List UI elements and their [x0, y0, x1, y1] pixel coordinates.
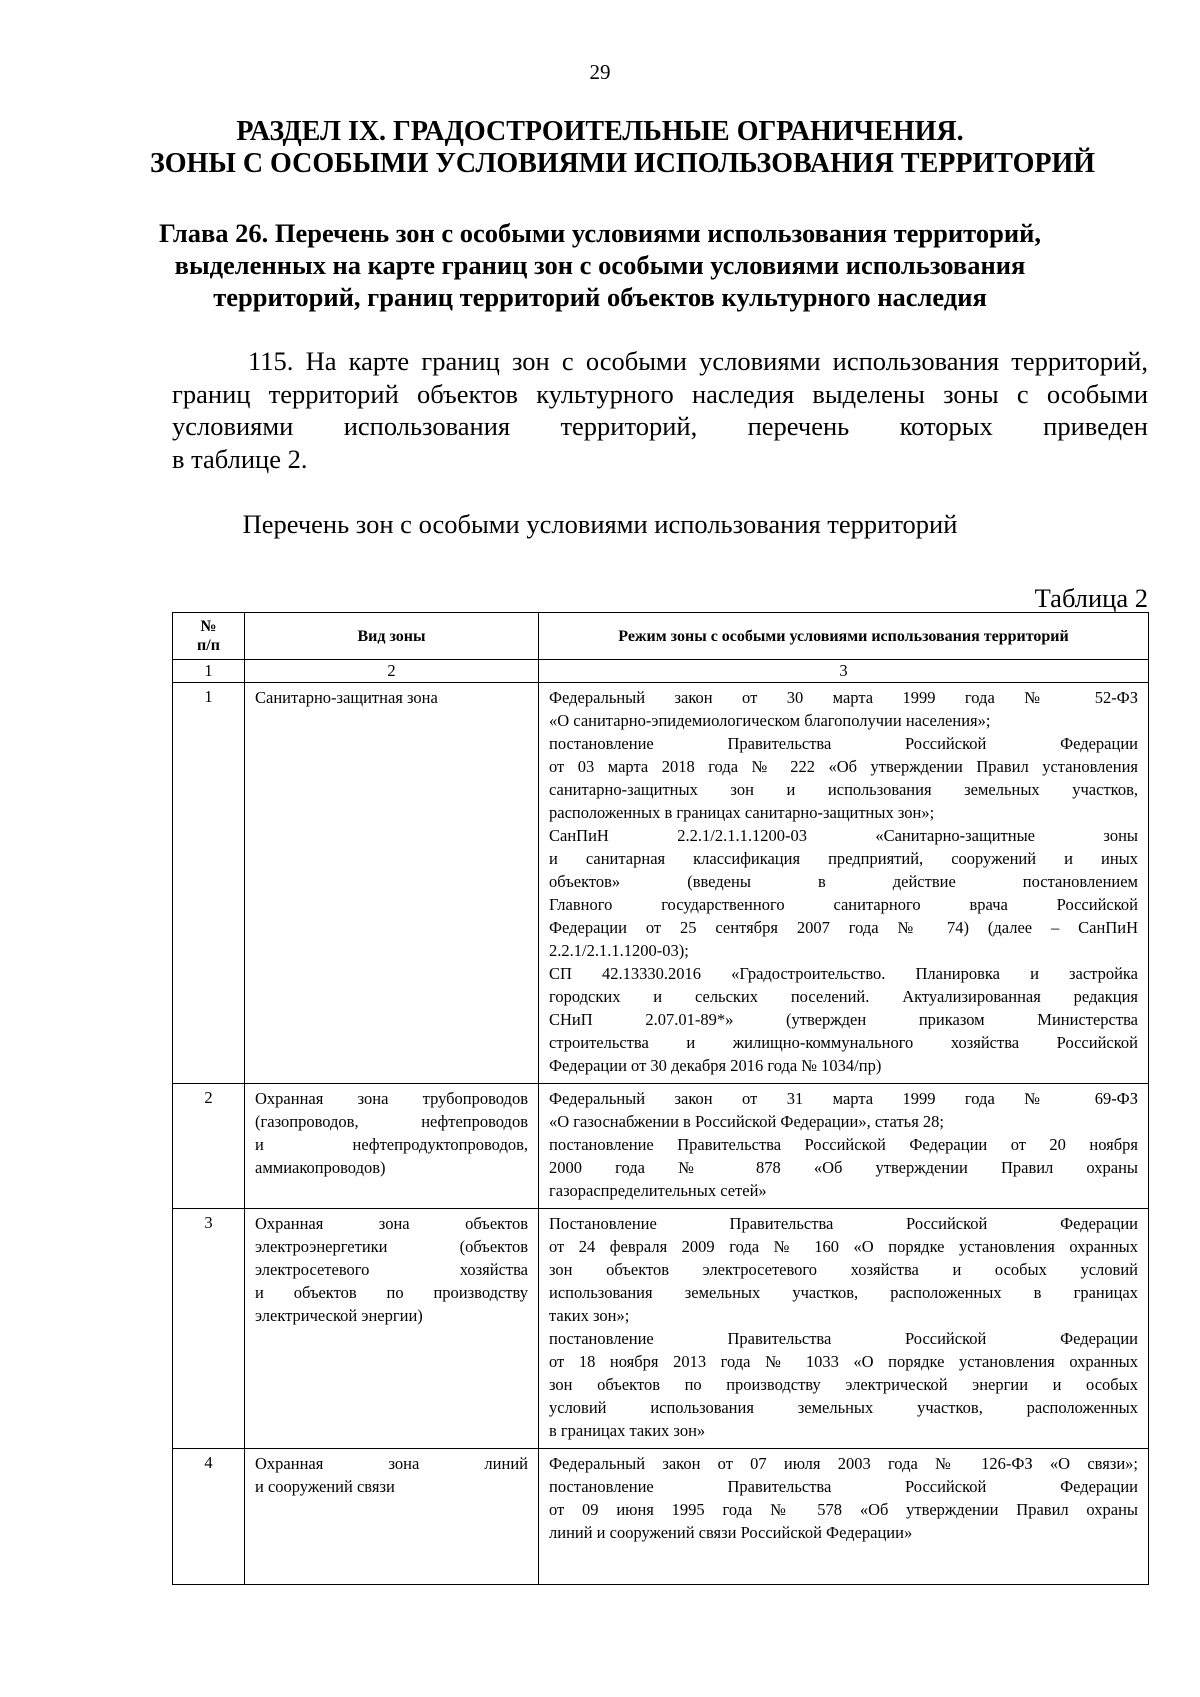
section-title-line: РАЗДЕЛ IX. ГРАДОСТРОИТЕЛЬНЫЕ ОГРАНИЧЕНИЯ.	[236, 116, 964, 147]
zone-regime-cell	[539, 1209, 1149, 1449]
paragraph-line: 115. На карте границ зон с особыми условиями использования территорий,	[248, 346, 1148, 376]
zone-regime-line: от 24 февраля 2009 года № 160 «О порядке установления охранных	[549, 1237, 1138, 1256]
zone-regime-line: постановление Правительства Российской Федерации от 20 ноября	[549, 1135, 1138, 1154]
section-title-line: ЗОНЫ С ОСОБЫМИ УСЛОВИЯМИ ИСПОЛЬЗОВАНИЯ ТЕРРИТОРИЙ	[150, 148, 1096, 179]
zone-regime-line: санитарно-защитных зон и использования земельных участков,	[549, 780, 1138, 799]
table-row	[173, 1084, 1149, 1209]
zone-kind-line: аммиакопроводов)	[255, 1158, 386, 1177]
table-row	[173, 1209, 1149, 1449]
zones-table	[172, 612, 1149, 1585]
paragraph-line: условиями использования территорий, перечень которых приведен	[172, 411, 1148, 441]
zone-regime-line: газораспределительных сетей»	[549, 1181, 767, 1200]
header-zone-kind: Вид зоны	[245, 613, 539, 660]
body-paragraph	[172, 345, 1148, 475]
zone-regime-line: Главного государственного санитарного врача Российской	[549, 895, 1138, 914]
zone-regime-line: объектов» (введены в действие постановлением	[549, 872, 1138, 891]
column-number: 2	[245, 660, 539, 683]
header-number-line: п/п	[197, 637, 220, 654]
zone-regime-line: 2.2.1/2.1.1.1200-03);	[549, 941, 689, 960]
zone-kind-line: и нефтепродуктопроводов,	[255, 1135, 528, 1154]
zone-regime-line: от 18 ноября 2013 года № 1033 «О порядке установления охранных	[549, 1352, 1138, 1371]
row-number: 1	[173, 683, 245, 1084]
zone-kind-cell	[245, 1084, 539, 1209]
zone-regime-line: линий и сооружений связи Российской Федерации»	[549, 1523, 913, 1542]
zone-regime-line: Федерации от 25 сентября 2007 года № 74) (далее – СанПиН	[549, 918, 1138, 937]
zone-regime-line: в границах таких зон»	[549, 1421, 706, 1440]
zone-regime-line: Федерации от 30 декабря 2016 года № 1034/пр)	[549, 1056, 882, 1075]
zone-regime-line: постановление Правительства Российской Федерации	[549, 1477, 1138, 1496]
zone-regime-line: городских и сельских поселений. Актуализированная редакция	[549, 987, 1138, 1006]
table-row	[173, 683, 1149, 1084]
paragraph-line: границ территорий объектов культурного наследия выделены зоны с особыми	[172, 378, 1148, 409]
zone-regime-cell	[539, 1449, 1149, 1585]
zone-regime-line: строительства и жилищно-коммунального хозяйства Российской	[549, 1033, 1138, 1052]
zone-regime-line: СНиП 2.07.01-89*» (утвержден приказом Министерства	[549, 1010, 1138, 1029]
zone-regime-line: от 09 июня 1995 года № 578 «Об утверждении Правил охраны	[549, 1500, 1138, 1519]
zone-regime-line: условий использования земельных участков, расположенных	[549, 1398, 1138, 1417]
column-number-row	[173, 660, 1149, 683]
zone-regime-line: Федеральный закон от 30 марта 1999 года № 52-ФЗ	[549, 688, 1138, 707]
zone-regime-line: зон объектов по производству электрической энергии и особых	[549, 1375, 1138, 1394]
table-header-row	[173, 613, 1149, 660]
zone-regime-line: от 03 марта 2018 года № 222 «Об утверждении Правил установления	[549, 757, 1138, 776]
row-number: 3	[173, 1209, 245, 1449]
zone-kind-cell	[245, 683, 539, 1084]
zone-kind-line: Охранная зона объектов	[255, 1214, 528, 1233]
chapter-title-line: территорий, границ территорий объектов культурного наследия	[213, 282, 987, 312]
chapter-title-line: Глава 26. Перечень зон с особыми условиями использования территорий,	[158, 218, 1041, 248]
column-number: 3	[539, 660, 1149, 683]
table-row	[173, 1449, 1149, 1585]
zone-regime-line: «О газоснабжении в Российской Федерации», статья 28;	[549, 1112, 944, 1131]
zone-kind-line: Охранная зона трубопроводов	[255, 1089, 528, 1108]
header-number-line: №	[200, 618, 217, 635]
zone-regime-line: «О санитарно-эпидемиологическом благополучии населения»;	[549, 711, 991, 730]
zone-kind-line: Охранная зона линий	[255, 1454, 528, 1473]
table-body	[173, 683, 1149, 1585]
zone-regime-line: расположенных в границах санитарно-защитных зон»;	[549, 803, 935, 822]
zone-kind-line: (газопроводов, нефтепроводов	[255, 1112, 528, 1131]
section-title	[150, 116, 1096, 180]
paragraph-line: в таблице 2.	[172, 443, 308, 474]
zone-kind-cell	[245, 1209, 539, 1449]
zone-kind-line: и сооружений связи	[255, 1477, 395, 1496]
zone-regime-cell	[539, 683, 1149, 1084]
zone-regime-line: Федеральный закон от 31 марта 1999 года № 69-ФЗ	[549, 1089, 1138, 1108]
zone-kind-line: электрической энергии)	[255, 1306, 423, 1325]
zone-regime-line: Постановление Правительства Российской Федерации	[549, 1214, 1138, 1233]
zone-kind-cell	[245, 1449, 539, 1585]
chapter-title-line: выделенных на карте границ зон с особыми условиями использования	[174, 250, 1026, 280]
column-number: 1	[173, 660, 245, 683]
zone-regime-line: использования земельных участков, расположенных в границах	[549, 1283, 1138, 1302]
table-label: Таблица 2	[1034, 583, 1148, 613]
zone-regime-line: постановление Правительства Российской Федерации	[549, 734, 1138, 753]
zone-regime-line: и санитарная классификация предприятий, сооружений и иных	[549, 849, 1138, 868]
row-number: 4	[173, 1449, 245, 1585]
zone-kind-line: электросетевого хозяйства	[255, 1260, 528, 1279]
zone-regime-line: зон объектов электросетевого хозяйства и особых условий	[549, 1260, 1138, 1279]
zone-regime-line: СП 42.13330.2016 «Градостроительство. Планировка и застройка	[549, 964, 1138, 983]
zone-regime-line: 2000 года № 878 «Об утверждении Правил охраны	[549, 1158, 1138, 1177]
zone-kind-line: Санитарно-защитная зона	[255, 688, 438, 707]
zone-regime-cell	[539, 1084, 1149, 1209]
chapter-title	[150, 217, 1050, 313]
zone-regime-line: постановление Правительства Российской Федерации	[549, 1329, 1138, 1348]
zone-regime-line: таких зон»;	[549, 1306, 630, 1325]
table-caption: Перечень зон с особыми условиями использования территорий	[242, 509, 958, 539]
zone-kind-line: электроэнергетики (объектов	[255, 1237, 528, 1256]
zone-kind-line: и объектов по производству	[255, 1283, 528, 1302]
header-number	[173, 613, 245, 660]
zone-regime-line: Федеральный закон от 07 июля 2003 года № 126-ФЗ «О связи»;	[549, 1454, 1138, 1473]
header-zone-regime: Режим зоны с особыми условиями использования территорий	[539, 613, 1149, 660]
zone-regime-line: СанПиН 2.2.1/2.1.1.1200-03 «Санитарно-защитные зоны	[549, 826, 1138, 845]
row-number: 2	[173, 1084, 245, 1209]
page-number: 29	[589, 60, 611, 84]
